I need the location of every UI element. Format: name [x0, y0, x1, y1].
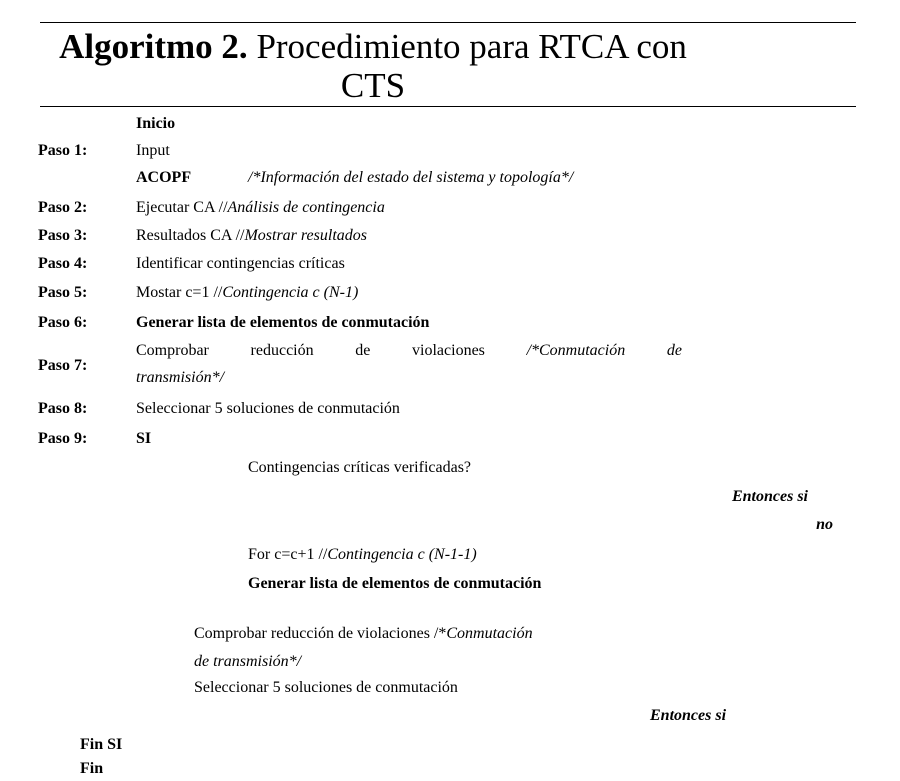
acopf-text: ACOPF [136, 169, 192, 186]
for-loop [248, 545, 477, 565]
then-yes-1: Entonces si [731, 488, 808, 505]
top-rule [40, 22, 856, 23]
check-reduction-line2: de transmisión*/ [194, 653, 302, 670]
step-8-text: Seleccionar 5 soluciones de conmutación [136, 400, 400, 417]
end: Fin [80, 760, 104, 777]
step-2-text [136, 198, 385, 218]
select-solutions: Seleccionar 5 soluciones de conmutación [194, 679, 458, 696]
for-loop-main: For c=c+1 // [248, 546, 328, 563]
step-7-word: reducción [250, 342, 314, 359]
step-5-label: Paso 5: [38, 284, 88, 301]
step-9-label: Paso 9: [38, 430, 88, 447]
step-1-label: Paso 1: [38, 142, 88, 159]
step-8-label: Paso 8: [38, 400, 88, 417]
step-6-text: Generar lista de elementos de conmutación [136, 314, 430, 331]
step-7-line2: transmisión*/ [136, 369, 225, 386]
step-7-line1 [136, 341, 682, 361]
check-reduction-comment: Conmutación [446, 625, 533, 642]
generate-list: Generar lista de elementos de conmutación [248, 575, 542, 592]
step-2-comment: Análisis de contingencia [227, 199, 385, 216]
check-reduction [194, 624, 533, 644]
step-3-main: Resultados CA // [136, 227, 245, 244]
acopf-comment: /*Información del estado del sistema y topología*/ [248, 169, 574, 186]
algorithm-title [40, 27, 706, 105]
step-3-label: Paso 3: [38, 227, 88, 244]
step-9-text: SI [136, 430, 152, 447]
step-2-main: Ejecutar CA // [136, 199, 228, 216]
algorithm-number: Algoritmo 2. [59, 27, 248, 66]
step-5-text [136, 283, 358, 303]
step-3-comment: Mostrar resultados [244, 227, 367, 244]
step-7-word: Comprobar [136, 342, 209, 359]
step-2-label: Paso 2: [38, 199, 88, 216]
check-reduction-main: Comprobar reducción de violaciones /* [194, 625, 447, 642]
step-7-word: /*Conmutación [526, 342, 626, 359]
else-no: no [816, 516, 833, 533]
step-1-text: Input [136, 142, 170, 159]
for-loop-comment: Contingencia c (N-1-1) [327, 546, 477, 563]
then-yes-2: Entonces si [650, 707, 727, 724]
step-7-word: de [666, 342, 682, 359]
header-rule [40, 106, 856, 107]
step-7-word: violaciones [412, 342, 485, 359]
algorithm-title-text: Procedimiento para RTCA con [247, 27, 687, 66]
step-7-label: Paso 7: [38, 357, 88, 374]
end-if: Fin SI [80, 736, 123, 753]
step-4-label: Paso 4: [38, 255, 88, 272]
inicio-label: Inicio [136, 115, 176, 132]
step-4-text: Identificar contingencias críticas [136, 255, 345, 272]
verification-question: Contingencias críticas verificadas? [248, 459, 472, 476]
step-6-label: Paso 6: [38, 314, 88, 331]
step-7-word: de [355, 342, 371, 359]
step-3-text [136, 226, 367, 246]
step-5-main: Mostar c=1 // [136, 284, 223, 301]
step-5-comment: Contingencia c (N-1) [222, 284, 359, 301]
algorithm-title-line2: CTS [340, 66, 406, 105]
